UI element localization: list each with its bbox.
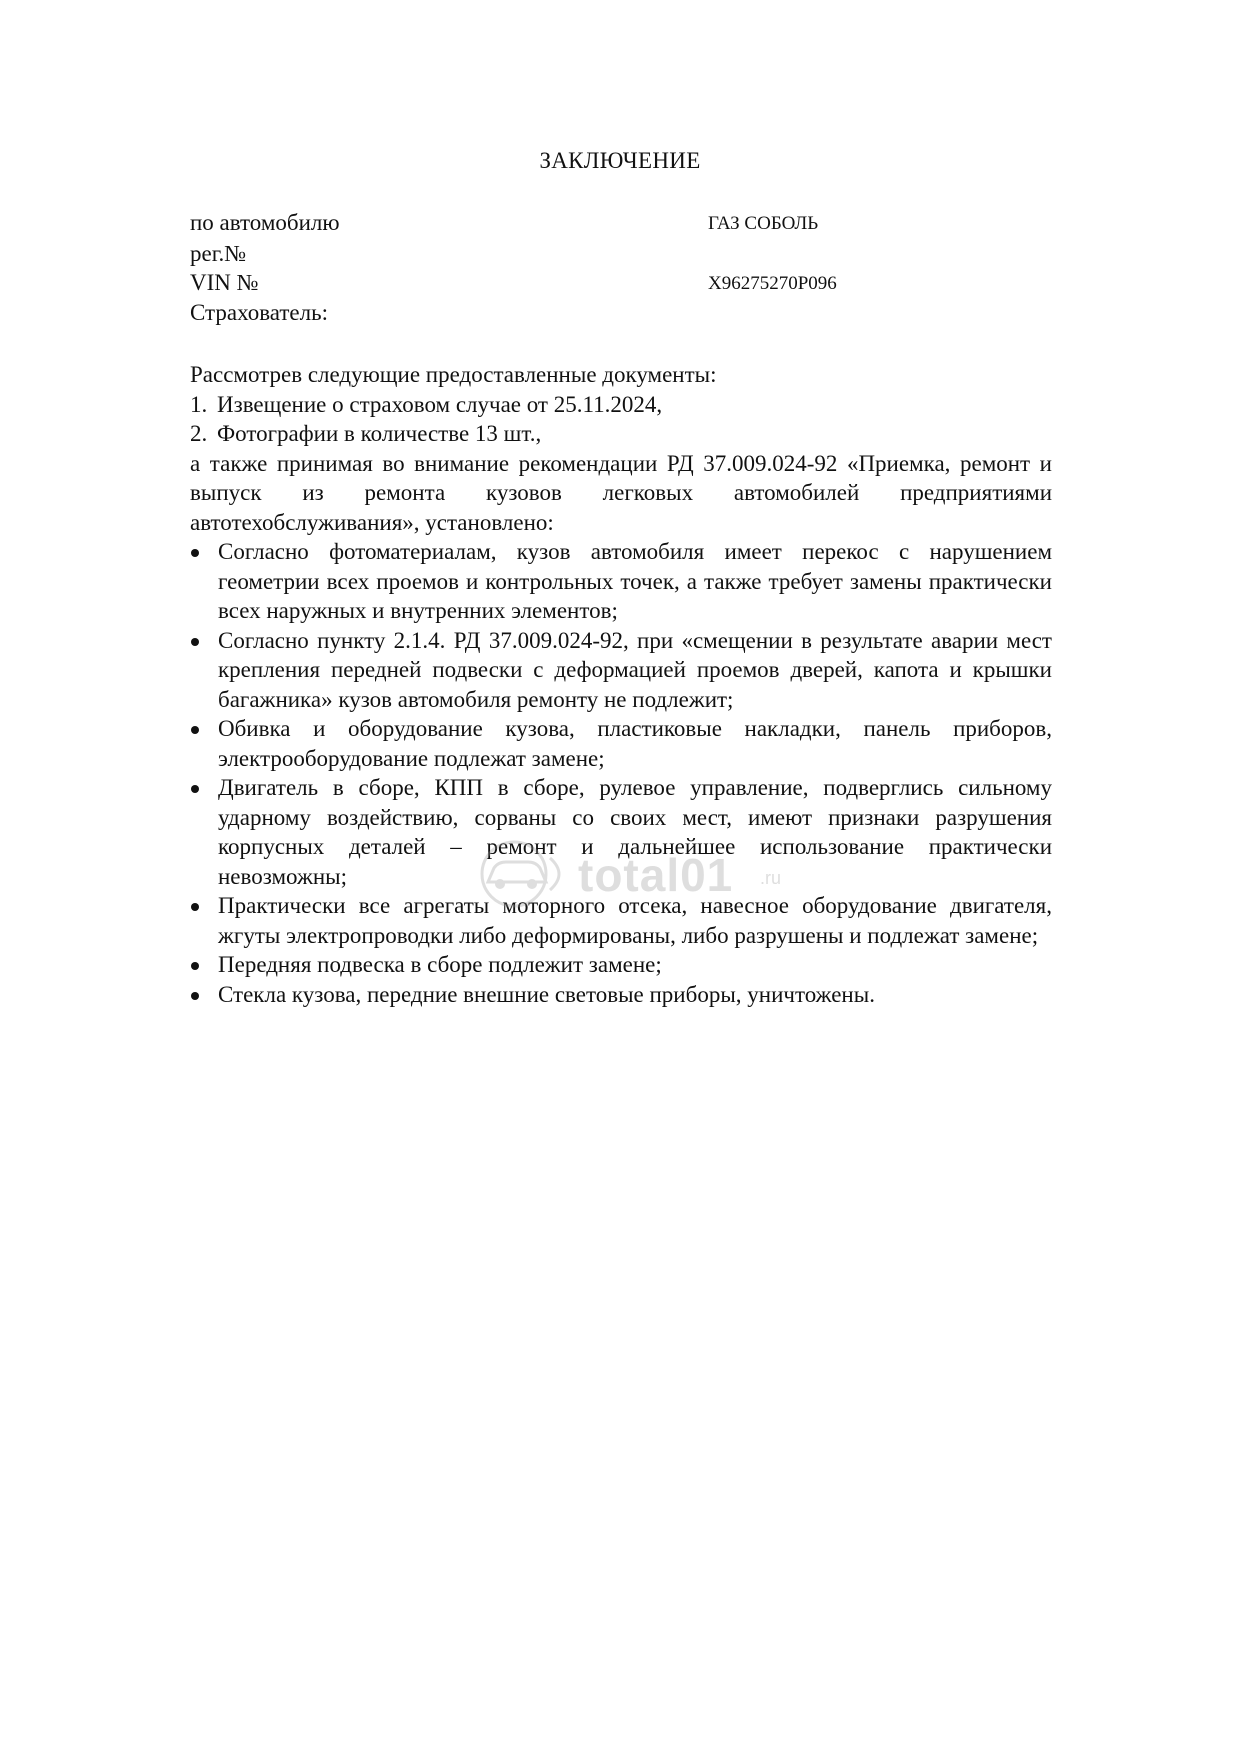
finding-item (190, 950, 1052, 980)
finding-text: Двигатель в сборе, КПП в сборе, рулевое управление, подверглись сильному ударному воздействию, сорваны со своих мест, имеют признаки разрушения корпусных деталей – ремонт и дальнейшее использование практически невозможны; (218, 775, 1052, 889)
document-item (190, 390, 1052, 420)
field-label-policyholder: Страхователь: (190, 300, 328, 325)
bullet-icon (191, 992, 199, 1000)
bullet-icon (191, 903, 199, 911)
field-value-vehicle: ГАЗ СОБОЛЬ (708, 213, 819, 234)
document-item-number: 2. (190, 421, 208, 446)
bullet-icon (191, 962, 199, 970)
finding-item (190, 891, 1052, 950)
document-item-text: Фотографии в количестве 13 шт., (217, 421, 542, 446)
bullet-icon (191, 785, 199, 793)
field-label-reg-number: рег.№ (190, 241, 247, 266)
finding-item (190, 626, 1052, 715)
bullet-icon (191, 638, 199, 646)
finding-item (190, 714, 1052, 773)
watermark-suffix: .ru (760, 868, 782, 888)
bullet-icon (191, 726, 199, 734)
finding-item (190, 537, 1052, 626)
finding-text: Передняя подвеска в сборе подлежит замене; (218, 952, 662, 977)
recommendation-text: а также принимая во внимание рекомендации РД 37.009.024-92 «Приемка, ремонт и выпуск из ремонта кузовов легковых автомобилей предприятиями автотехобслуживания», установлено: (190, 450, 1052, 535)
findings-list (190, 537, 1052, 1009)
finding-text: Согласно пункту 2.1.4. РД 37.009.024-92, при «смещении в результате аварии мест крепления передней подвески с деформацией проемов дверей, капота и крышки багажника» кузов автомобиля ремонту не подлежит; (218, 627, 1052, 712)
bullet-icon (191, 549, 199, 557)
field-label-vin: VIN № (190, 270, 259, 295)
finding-text: Согласно фотоматериалам, кузов автомобиля имеет перекос с нарушением геометрии всех проемов и контрольных точек, а также требует замены практически всех наружных и внутренних элементов; (218, 539, 1052, 623)
field-label-vehicle: по автомобилю (190, 210, 340, 235)
document-item-number: 1. (190, 391, 208, 417)
finding-text: Стекла кузова, передние внешние световые приборы, уничтожены. (218, 981, 875, 1007)
document-title: ЗАКЛЮЧЕНИЕ (539, 148, 701, 173)
finding-item (190, 773, 1052, 891)
document-item (190, 419, 1052, 449)
intro-text: Рассмотрев следующие предоставленные документы: (190, 362, 717, 387)
finding-text: Обивка и оборудование кузова, пластиковые накладки, панель приборов, электрооборудование подлежат замене; (218, 716, 1052, 771)
finding-item (190, 980, 1052, 1010)
field-value-vin: X96275270P096 (708, 273, 837, 294)
document-body (190, 360, 1052, 1009)
finding-text: Практически все агрегаты моторного отсека, навесное оборудование двигателя, жгуты электропроводки либо деформированы, либо разрушены и подлежат замене; (218, 893, 1052, 948)
document-item-text: Извещение о страховом случае от 25.11.2024, (217, 391, 663, 417)
watermark-text: total01 (578, 849, 734, 901)
